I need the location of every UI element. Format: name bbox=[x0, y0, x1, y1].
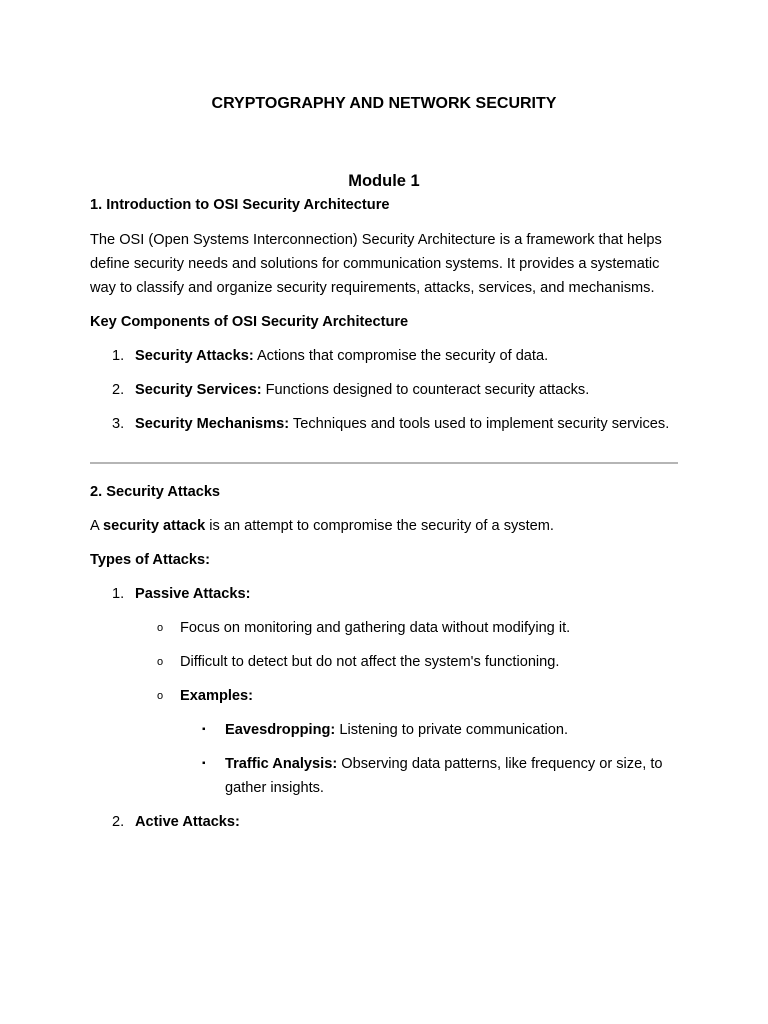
definition-term: security attack bbox=[102, 518, 206, 534]
component-term: Security Mechanisms: bbox=[135, 416, 290, 432]
list-item bbox=[90, 344, 678, 368]
module-heading: Module 1 bbox=[348, 172, 420, 190]
definition-prefix: A bbox=[90, 518, 103, 534]
list-item bbox=[90, 650, 678, 674]
section-1-intro: The OSI (Open Systems Interconnection) Security Architecture is a framework that helps define security needs and solutions for communication systems. It provides a systematic way to classify and organize security requirements, attacks, services, and mechanisms. bbox=[90, 232, 662, 296]
list-item bbox=[90, 718, 678, 742]
passive-attacks-label: Passive Attacks: bbox=[135, 586, 251, 602]
list-item bbox=[90, 582, 678, 800]
list-item bbox=[90, 810, 678, 834]
square-bullet-icon: ▪ bbox=[202, 758, 206, 769]
passive-points-list bbox=[135, 616, 678, 800]
list-number: 2. bbox=[112, 814, 125, 830]
bullet-text: Difficult to detect but do not affect the system's functioning. bbox=[180, 654, 560, 670]
list-item bbox=[90, 378, 678, 402]
example-term: Traffic Analysis: bbox=[225, 756, 338, 772]
types-heading: Types of Attacks: bbox=[90, 552, 211, 568]
active-attacks-label: Active Attacks: bbox=[135, 814, 240, 830]
component-desc: Functions designed to counteract security attacks. bbox=[261, 382, 590, 398]
section-divider bbox=[90, 462, 678, 464]
list-number: 1. bbox=[112, 586, 125, 602]
list-number: 2. bbox=[112, 382, 125, 398]
document-title: CRYPTOGRAPHY AND NETWORK SECURITY bbox=[211, 95, 557, 112]
list-item bbox=[90, 684, 678, 800]
component-desc: Actions that compromise the security of data. bbox=[253, 348, 549, 364]
section-2-heading: 2. Security Attacks bbox=[90, 484, 221, 500]
component-term: Security Services: bbox=[135, 382, 262, 398]
component-term: Security Attacks: bbox=[135, 348, 254, 364]
list-item bbox=[90, 616, 678, 640]
examples-label: Examples: bbox=[180, 688, 254, 704]
circle-bullet-icon: o bbox=[157, 622, 164, 634]
circle-bullet-icon: o bbox=[157, 656, 164, 668]
list-item bbox=[90, 752, 678, 800]
circle-bullet-icon: o bbox=[157, 690, 164, 702]
section-1-heading: 1. Introduction to OSI Security Architecture bbox=[90, 197, 390, 213]
list-number: 3. bbox=[112, 416, 125, 432]
example-term: Eavesdropping: bbox=[225, 722, 336, 738]
example-desc: Observing data patterns, like frequency or size, to gather insights. bbox=[225, 756, 663, 796]
bullet-text: Focus on monitoring and gathering data without modifying it. bbox=[180, 620, 571, 636]
list-item bbox=[90, 412, 678, 436]
components-heading: Key Components of OSI Security Architecture bbox=[90, 314, 409, 330]
example-desc: Listening to private communication. bbox=[335, 722, 569, 738]
definition-suffix: is an attempt to compromise the security of a system. bbox=[205, 518, 554, 534]
component-desc: Techniques and tools used to implement security services. bbox=[289, 416, 670, 432]
security-attack-definition bbox=[90, 514, 678, 538]
attack-types-list bbox=[90, 582, 678, 834]
examples-list bbox=[180, 718, 678, 800]
components-list bbox=[90, 344, 678, 436]
list-number: 1. bbox=[112, 348, 125, 364]
square-bullet-icon: ▪ bbox=[202, 724, 206, 735]
